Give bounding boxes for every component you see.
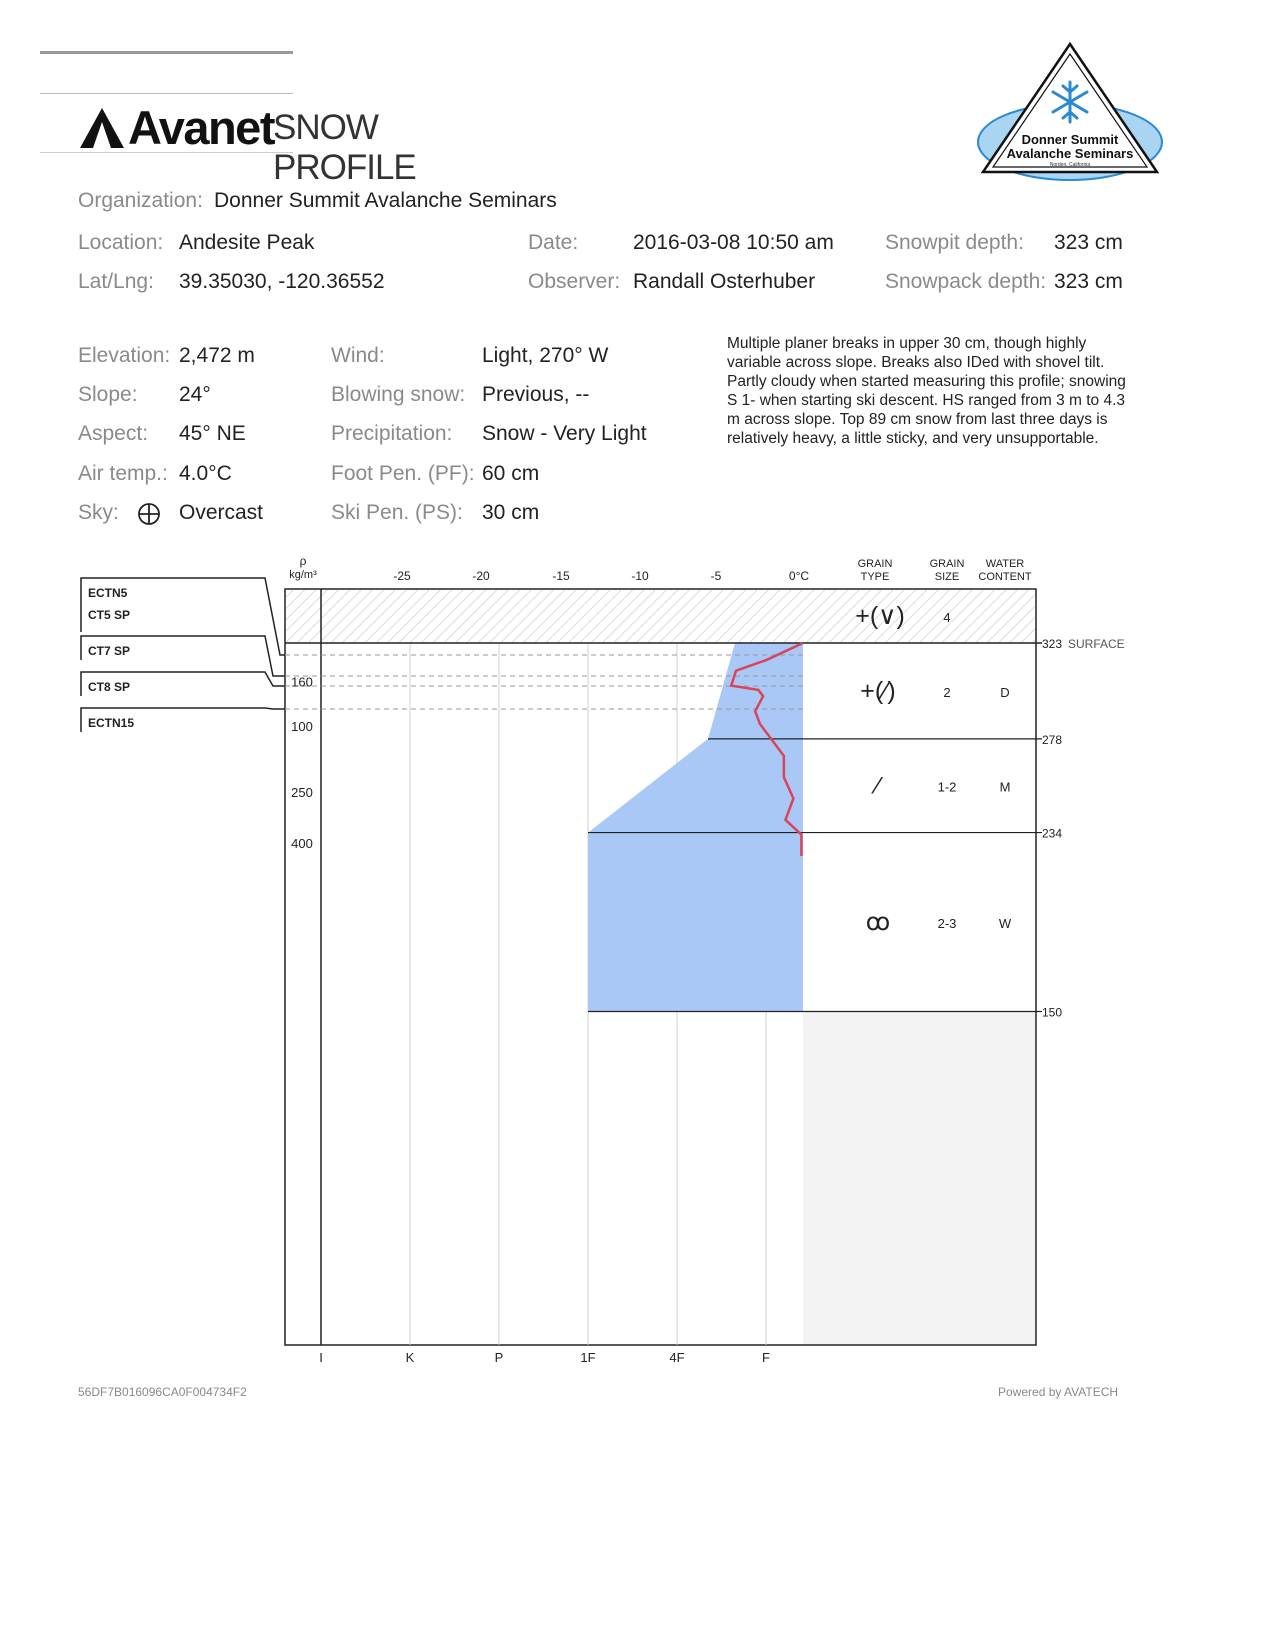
- elevation-value: 2,472 m: [179, 344, 255, 367]
- ski-pen-value: 30 cm: [482, 501, 540, 524]
- snowpack-depth-label: Snowpack depth:: [885, 270, 1047, 293]
- sky-label: Sky:: [78, 501, 119, 524]
- wind-label: Wind:: [331, 344, 385, 367]
- aspect-label: Aspect:: [78, 422, 149, 445]
- temperature-tick-label: -10: [631, 569, 649, 583]
- observation-notes: Multiple planer breaks in upper 30 cm, though highly variable across slope. Breaks also IDed with shovel tilt. Partly cloudy when started measuring this profile; snowing S 1- when starting ski descent. HS ranged from 3 m to 4.3 m across slope. Top 89 cm snow from last three days is relatively heavy, a little sticky, and very unsupportable.: [727, 335, 1126, 447]
- grain-size-value: 1-2: [937, 779, 957, 795]
- sky-value: Overcast: [179, 501, 264, 524]
- foot-pen-label: Foot Pen. (PF):: [331, 462, 475, 485]
- date-label: Date:: [528, 231, 579, 254]
- badge-line1: Donner Summit: [1021, 132, 1119, 147]
- density-unit-label: kg/m³: [289, 569, 317, 581]
- brand-name: Avanet: [128, 101, 274, 154]
- grain-type-symbol: ꝏ: [865, 909, 891, 937]
- water-content-value: M: [999, 779, 1011, 795]
- water-content-header: WATER: [985, 558, 1025, 570]
- badge-line2: Avalanche Seminars: [1006, 146, 1134, 161]
- depth-boundary-label: 234: [1042, 826, 1063, 841]
- depth-boundary-label: 323: [1042, 637, 1063, 651]
- grain-size-value: 4: [943, 610, 951, 625]
- grain-size-header: SIZE: [934, 571, 960, 583]
- grain-size-value: 2: [943, 684, 951, 700]
- temperature-tick-label: -5: [710, 569, 722, 583]
- blowing-snow-label: Blowing snow:: [331, 383, 466, 406]
- profile-id: 56DF7B016096CA0F004734F2: [78, 1385, 247, 1399]
- grain-type-header: GRAIN: [857, 558, 893, 570]
- header-rule: [40, 51, 293, 54]
- below-profile-area: [803, 1011, 1035, 1344]
- location-value: Andesite Peak: [179, 231, 315, 254]
- stability-test-label: ECTN15: [88, 716, 135, 730]
- foot-pen-value: 60 cm: [482, 462, 540, 485]
- organization-label: Organization:: [78, 189, 203, 212]
- temperature-tick-label: -20: [472, 569, 490, 583]
- density-value: 400: [291, 836, 313, 852]
- stability-test-label: CT5 SP: [88, 608, 131, 622]
- density-value: 250: [291, 785, 313, 801]
- donner-summit-badge: [975, 40, 1170, 185]
- density-rho-label: ρ: [299, 554, 307, 568]
- elevation-label: Elevation:: [78, 344, 171, 367]
- precipitation-value: Snow - Very Light: [482, 422, 647, 445]
- overcast-sky-icon: [137, 502, 161, 526]
- water-content-value: W: [998, 916, 1012, 932]
- grain-type-header: TYPE: [860, 571, 890, 583]
- powered-by: Powered by AVATECH: [998, 1385, 1119, 1399]
- grain-size-value: 2-3: [937, 916, 957, 932]
- observer-value: Randall Osterhuber: [633, 270, 816, 293]
- temperature-tick-label: -25: [393, 569, 411, 583]
- location-label: Location:: [78, 231, 164, 254]
- density-value: 160: [291, 674, 313, 690]
- grain-type-symbol: +(⁄): [860, 676, 896, 705]
- blowing-snow-value: Previous, --: [482, 383, 590, 406]
- badge-line3: Norden, California: [1049, 162, 1091, 168]
- snowpit-depth-label: Snowpit depth:: [885, 231, 1024, 254]
- grain-size-header: GRAIN: [929, 558, 965, 570]
- aspect-value: 45° NE: [179, 422, 246, 445]
- snow-profile-chart: [0, 540, 1275, 1390]
- latlng-value: 39.35030, -120.36552: [179, 270, 385, 293]
- slope-value: 24°: [179, 383, 211, 406]
- hardness-tick-label: P: [494, 1350, 504, 1365]
- density-value: 100: [291, 719, 313, 735]
- date-value: 2016-03-08 10:50 am: [633, 231, 834, 254]
- temperature-tick-label: -15: [552, 569, 570, 583]
- water-content-value: D: [1000, 684, 1010, 700]
- stability-test-label: ECTN5: [88, 586, 128, 600]
- airtemp-label: Air temp.:: [78, 462, 168, 485]
- observer-label: Observer:: [528, 270, 621, 293]
- precipitation-label: Precipitation:: [331, 422, 453, 445]
- brand-product: SNOW PROFILE: [273, 108, 416, 187]
- avanet-mountain-icon: [78, 106, 126, 150]
- hardness-tick-label: 4F: [669, 1350, 685, 1365]
- surface-label: SURFACE: [1068, 637, 1125, 651]
- snowpack-depth-value: 323 cm: [1054, 270, 1123, 293]
- water-content-header: CONTENT: [978, 571, 1032, 583]
- hardness-tick-label: 1F: [580, 1350, 596, 1365]
- wind-value: Light, 270° W: [482, 344, 609, 367]
- hardness-tick-label: K: [405, 1350, 415, 1365]
- slope-label: Slope:: [78, 383, 138, 406]
- depth-boundary-label: 150: [1042, 1005, 1063, 1020]
- hardness-tick-label: I: [319, 1350, 323, 1365]
- crop-mark: [40, 93, 293, 94]
- organization-value: Donner Summit Avalanche Seminars: [214, 189, 557, 212]
- depth-boundary-label: 278: [1042, 732, 1063, 747]
- latlng-label: Lat/Lng:: [78, 270, 154, 293]
- stability-test-label: CT7 SP: [88, 644, 131, 658]
- hardness-tick-label: F: [762, 1350, 770, 1365]
- grain-type-symbol: ⁄: [875, 772, 881, 800]
- airtemp-value: 4.0°C: [179, 462, 232, 485]
- air-hatch: [286, 590, 1035, 643]
- grain-type-symbol: +(∨): [855, 602, 905, 630]
- snowpit-depth-value: 323 cm: [1054, 231, 1123, 254]
- stability-test-label: CT8 SP: [88, 680, 131, 694]
- ski-pen-label: Ski Pen. (PS):: [331, 501, 463, 524]
- temperature-tick-label: 0°C: [788, 569, 810, 583]
